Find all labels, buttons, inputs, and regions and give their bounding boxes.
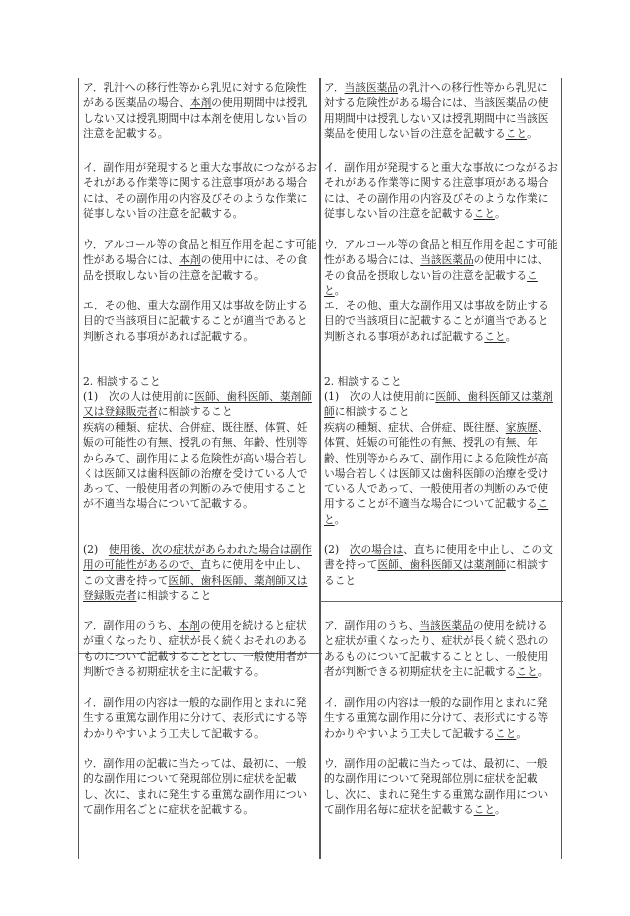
right-item-i2: イ．副作用の内容は一般的な副作用とまれに発生する重篤な副作用に分けて、表形式にする等わかりやすいよう工夫して記載すること。 <box>324 696 549 740</box>
row-divider <box>320 601 563 602</box>
right-item-u2: ウ．副作用の記載に当たっては、最初に、一般的な副作用について発現部位別に症状を記載し、次に、まれに発生する重篤な副作用について副作用名毎に症状を記載すること。 <box>324 757 549 816</box>
left-item-a: ア．乳汁への移行性等から乳児に対する危険性がある医薬品の場合、本剤の使用期間中は授乳しない又は授乳期間中は本剤を使用しない旨の注意を記載する。 <box>83 81 308 140</box>
left-item-i2: イ．副作用の内容は一般的な副作用とまれに発生する重篤な副作用に分けて、表形式にする等わかりやすいよう工夫して記載する。 <box>83 696 308 740</box>
left-item-e: エ．その他、重大な副作用又は事故を防止する目的で当該項目に記載することが適当であると判断される事項があれば記載する。 <box>83 299 308 343</box>
left-item-a2: ア．副作用のうち、本剤の使用を続けると症状が重くなったり、症状が長く続くおそれのあるものについて記載することとし、一般使用者が判断できる初期症状を主に記載する。 <box>83 619 308 678</box>
right-item-i: イ．副作用が発現すると重大な事故につながるおそれがある作業等に関する注意事項がある場合には、その副作用の内容及びそのような作業に従事しない旨の注意を記載すること。 <box>324 161 558 220</box>
right-section-1: (1) 次の人は使用前に医師、歯科医師又は薬剤師に相談すること <box>324 390 553 419</box>
left-heading-2: 2. 相談すること <box>83 375 161 388</box>
right-item-u: ウ．アルコール等の食品と相互作用を起こす可能性がある場合には、当該医薬品の使用中には、その食品を摂取しない旨の注意を記載すること。 <box>324 238 558 297</box>
left-section-2: (2) 使用後、次の症状があらわれた場合は副作用の可能性があるので、直ちに使用を中止し、この文書を持って医師、歯科医師、薬剤師又は登録販売者に相談すること <box>83 543 312 602</box>
left-section-1: (1) 次の人は使用前に医師、歯科医師、薬剤師又は登録販売者に相談すること <box>83 390 312 419</box>
right-item-a2: ア．副作用のうち、当該医薬品の使用を続けると症状が重くなったり、症状が長く続く恐れのあるものについて記載することとし、一般使用者が判断できる初期症状を主に記載すること。 <box>324 619 549 678</box>
right-item-a: ア．当該医薬品の乳汁への移行性等から乳児に対する危険性がある場合には、当該医薬品の使用期間中は授乳しない又は授乳期間中に当該医薬品を使用しない旨の注意を記載すること。 <box>324 81 549 140</box>
right-column <box>319 78 562 859</box>
left-item-u2: ウ．副作用の記載に当たっては、最初に、一般的な副作用について発現部位別に症状を記載し、次に、まれに発生する重篤な副作用について副作用名ごとに症状を記載する。 <box>83 757 308 816</box>
right-heading-2: 2. 相談すること <box>324 375 402 388</box>
right-section-2: (2) 次の場合は、直ちに使用を中止し、この文書を持って医師、歯科医師又は薬剤師に相談すること <box>324 543 553 587</box>
left-item-u: ウ．アルコール等の食品と相互作用を起こす可能性がある場合には、本剤の使用中には、その食品を摂取しない旨の注意を記載する。 <box>83 238 317 282</box>
right-section-1-body: 疾病の種類、症状、合併症、既往歴、家族歴、体質、妊娠の可能性の有無、授乳の有無、年齢、性別等からみて、副作用による危険性が高い場合若しくは医師又は歯科医師の治療を受けている人であって、一般使用者の判断のみで使用することが不適当な場合について記載すること。 <box>324 421 549 526</box>
left-column <box>78 78 321 859</box>
left-item-i: イ．副作用が発現すると重大な事故につながるおそれがある作業等に関する注意事項がある場合には、その副作用の内容及びそのような作業に従事しない旨の注意を記載する。 <box>83 161 317 220</box>
right-item-e: エ．その他、重大な副作用又は事故を防止する目的で当該項目に記載することが適当であると判断される事項があれば記載すること。 <box>324 299 549 343</box>
left-section-1-body: 疾病の種類、症状、合併症、既往歴、体質、妊娠の可能性の有無、授乳の有無、年齢、性別等からみて、副作用による危険性が高い場合若しくは医師又は歯科医師の治療を受けている人であって、一般使用者の判断のみで使用することが不適当な場合について記載する。 <box>83 421 308 511</box>
